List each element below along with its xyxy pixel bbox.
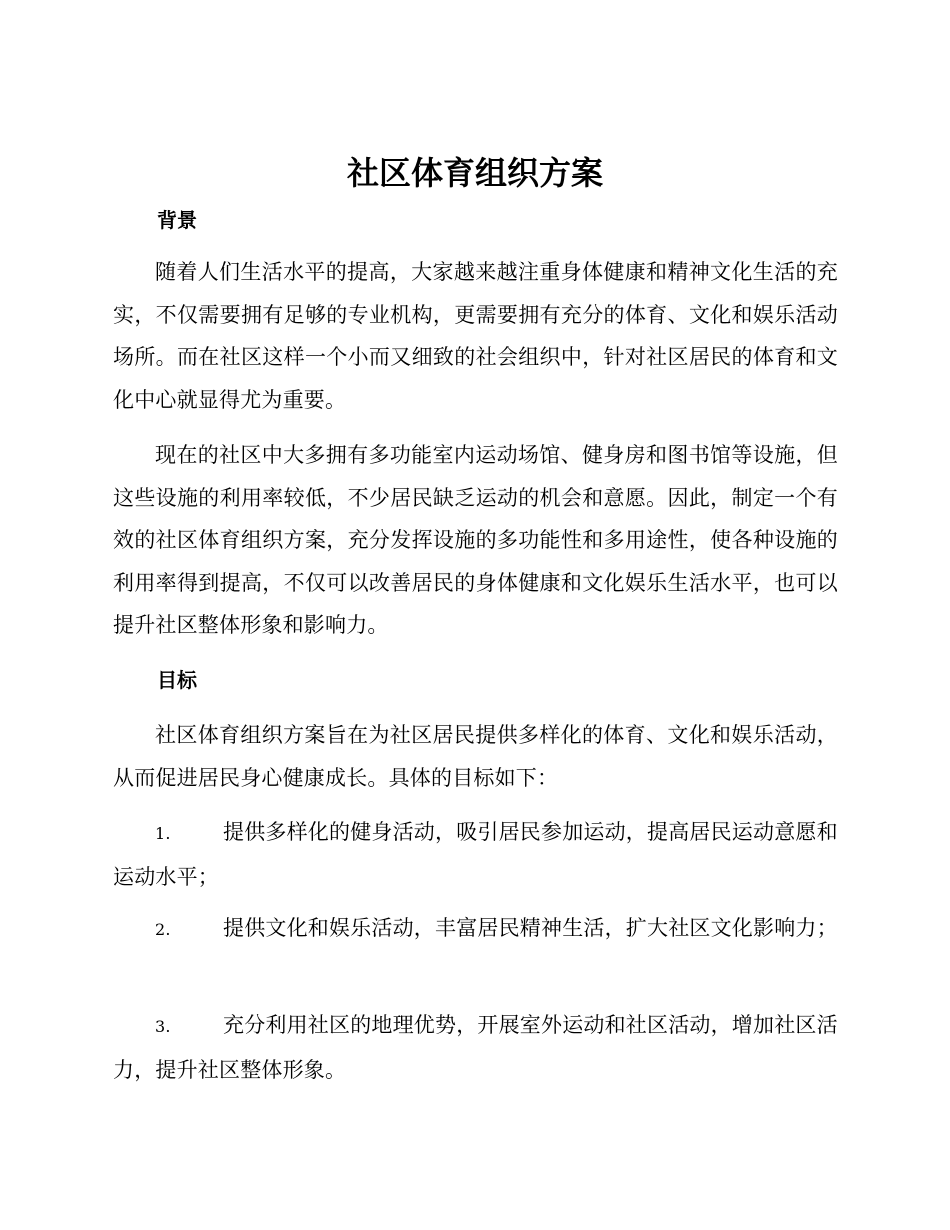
goal-item-number: 3.: [155, 1017, 171, 1036]
document-title: 社区体育组织方案: [346, 154, 603, 192]
goal-item-text: 充分利用社区的地理优势，开展室外运动和社区活动，增加社区活力，提升社区整体形象。: [113, 1013, 838, 1082]
goal-item-text: 提供文化和娱乐活动，丰富居民精神生活，扩大社区文化影响力；: [223, 916, 838, 940]
section-heading-goals: 目标: [157, 668, 197, 692]
goal-list-item: [113, 907, 838, 952]
background-paragraph-1: 随着人们生活水平的提高，大家越来越注重身体健康和精神文化生活的充实，不仅需要拥有足够的专业机构，更需要拥有充分的体育、文化和娱乐活动场所。而在社区这样一个小而又细致的社会组织中，针对社区居民的体育和文化中心就显得尤为重要。: [113, 260, 838, 412]
goal-item-text: 提供多样化的健身活动，吸引居民参加运动，提高居民运动意愿和运动水平；: [113, 820, 838, 889]
goal-item-number: 2.: [155, 920, 171, 939]
goal-list-item: [113, 811, 838, 898]
section-heading-background: 背景: [157, 208, 197, 232]
goal-item-number: 1.: [155, 824, 171, 843]
background-paragraph-2: 现在的社区中大多拥有多功能室内运动场馆、健身房和图书馆等设施，但这些设施的利用率较低，不少居民缺乏运动的机会和意愿。因此，制定一个有效的社区体育组织方案，充分发挥设施的多功能性和多用途性，使各种设施的利用率得到提高，不仅可以改善居民的身体健康和文化娱乐生活水平，也可以提升社区整体形象和影响力。: [113, 443, 838, 637]
goals-intro-paragraph: 社区体育组织方案旨在为社区居民提供多样化的体育、文化和娱乐活动，从而促进居民身心健康成长。具体的目标如下：: [113, 723, 838, 790]
goal-list-item: [113, 1004, 838, 1091]
